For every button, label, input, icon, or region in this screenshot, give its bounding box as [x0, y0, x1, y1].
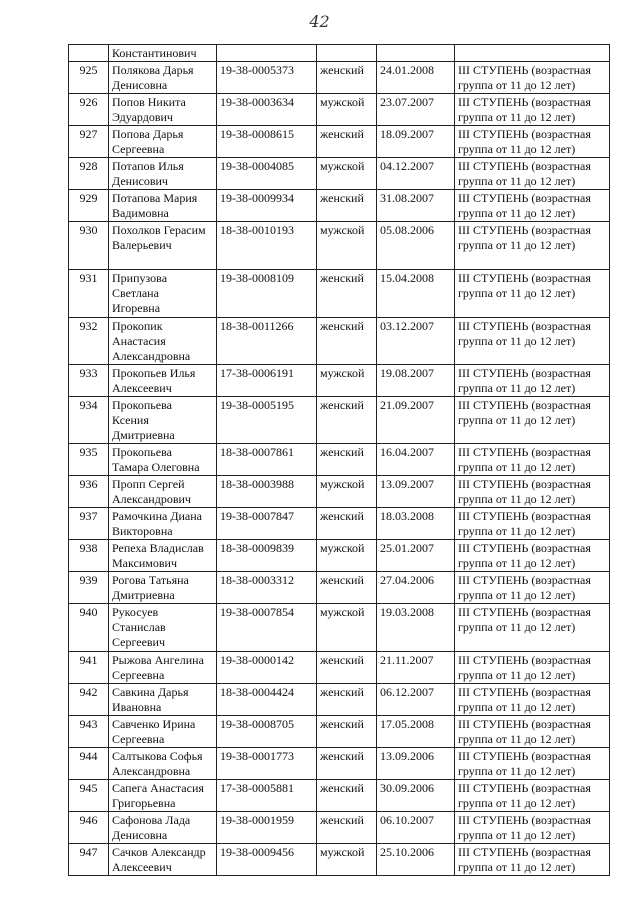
registry-body — [69, 45, 610, 876]
id-cell: 19-38-0008109 — [217, 270, 317, 318]
name-line: Савченко Ирина — [112, 717, 196, 731]
sex-cell: женский — [317, 748, 377, 780]
level-cell — [455, 190, 610, 222]
id-cell: 18-38-0011266 — [217, 318, 317, 365]
name-line: Эдуардович — [112, 110, 173, 124]
level-line: группа от 11 до 12 лет) — [458, 460, 576, 474]
level-line: группа от 11 до 12 лет) — [458, 78, 576, 92]
level-cell — [455, 844, 610, 876]
name-line: Полякова Дарья — [112, 63, 194, 77]
name-cell — [109, 540, 217, 572]
date-cell: 19.08.2007 — [377, 365, 455, 397]
level-line: группа от 11 до 12 лет) — [458, 334, 576, 348]
name-cell — [109, 716, 217, 748]
name-cell — [109, 158, 217, 190]
id-cell: 19-38-0008705 — [217, 716, 317, 748]
name-line: Репеха Владислав — [112, 541, 204, 555]
id-cell: 18-38-0010193 — [217, 222, 317, 270]
row-number-cell: 925 — [69, 62, 109, 94]
id-cell: 19-38-0008615 — [217, 126, 317, 158]
date-cell: 13.09.2006 — [377, 748, 455, 780]
sex-cell: женский — [317, 318, 377, 365]
level-line: III СТУПЕНЬ (возрастная — [458, 159, 591, 173]
name-line: Денисовна — [112, 78, 168, 92]
table-row — [69, 444, 610, 476]
sex-cell: мужской — [317, 365, 377, 397]
id-cell: 19-38-0007854 — [217, 604, 317, 652]
row-number-cell: 930 — [69, 222, 109, 270]
name-line: Савкина Дарья — [112, 685, 189, 699]
level-line: группа от 11 до 12 лет) — [458, 524, 576, 538]
name-line: Сачков Александр — [112, 845, 206, 859]
name-line: Попова Дарья — [112, 127, 184, 141]
date-cell: 18.03.2008 — [377, 508, 455, 540]
level-line: группа от 11 до 12 лет) — [458, 700, 576, 714]
name-line: Попов Никита — [112, 95, 186, 109]
date-cell: 18.09.2007 — [377, 126, 455, 158]
level-line: III СТУПЕНЬ (возрастная — [458, 319, 591, 333]
table-row — [69, 365, 610, 397]
level-line: III СТУПЕНЬ (возрастная — [458, 445, 591, 459]
name-cell — [109, 222, 217, 270]
id-cell: 19-38-0000142 — [217, 652, 317, 684]
level-cell — [455, 604, 610, 652]
sex-cell: женский — [317, 684, 377, 716]
level-cell — [455, 812, 610, 844]
name-line: Ксения — [112, 413, 149, 427]
row-number-cell: 935 — [69, 444, 109, 476]
date-cell: 15.04.2008 — [377, 270, 455, 318]
row-number-cell: 947 — [69, 844, 109, 876]
name-cell — [109, 94, 217, 126]
name-line: Максимович — [112, 556, 177, 570]
id-cell: 19-38-0003634 — [217, 94, 317, 126]
row-number-cell: 931 — [69, 270, 109, 318]
level-line: III СТУПЕНЬ (возрастная — [458, 653, 591, 667]
sex-cell: женский — [317, 397, 377, 444]
name-line: Григорьевна — [112, 796, 176, 810]
name-line: Александрович — [112, 492, 191, 506]
id-cell: 19-38-0007847 — [217, 508, 317, 540]
name-cell — [109, 748, 217, 780]
name-line: Денисовна — [112, 828, 168, 842]
date-cell: 25.01.2007 — [377, 540, 455, 572]
name-cell: Константинович — [109, 45, 217, 62]
level-cell — [455, 444, 610, 476]
level-line: III СТУПЕНЬ (возрастная — [458, 813, 591, 827]
sex-cell: мужской — [317, 844, 377, 876]
table-row — [69, 222, 610, 270]
sex-cell: женский — [317, 270, 377, 318]
name-line: Прокопьев Илья — [112, 366, 196, 380]
level-line: III СТУПЕНЬ (возрастная — [458, 573, 591, 587]
sex-cell: женский — [317, 652, 377, 684]
level-line: группа от 11 до 12 лет) — [458, 110, 576, 124]
date-cell — [377, 45, 455, 62]
date-cell: 27.04.2006 — [377, 572, 455, 604]
row-number-cell: 927 — [69, 126, 109, 158]
level-line: III СТУПЕНЬ (возрастная — [458, 541, 591, 555]
name-cell — [109, 652, 217, 684]
id-cell: 19-38-0004085 — [217, 158, 317, 190]
name-line: Сафонова Лада — [112, 813, 191, 827]
name-line: Потапова Мария — [112, 191, 198, 205]
sex-cell: мужской — [317, 222, 377, 270]
id-cell: 19-38-0001959 — [217, 812, 317, 844]
name-cell — [109, 190, 217, 222]
name-line: Игоревна — [112, 301, 161, 315]
table-row — [69, 62, 610, 94]
id-cell: 19-38-0009934 — [217, 190, 317, 222]
level-cell — [455, 222, 610, 270]
table-row — [69, 572, 610, 604]
level-line: III СТУПЕНЬ (возрастная — [458, 398, 591, 412]
id-cell: 19-38-0005195 — [217, 397, 317, 444]
name-line: Прокопьева — [112, 398, 172, 412]
sex-cell: мужской — [317, 540, 377, 572]
table-row — [69, 126, 610, 158]
level-cell — [455, 684, 610, 716]
level-cell — [455, 365, 610, 397]
row-number-cell: 934 — [69, 397, 109, 444]
table-row — [69, 270, 610, 318]
date-cell: 21.09.2007 — [377, 397, 455, 444]
page-number: 42 — [309, 12, 330, 31]
name-line: Прокопьева — [112, 445, 172, 459]
level-cell — [455, 158, 610, 190]
name-line: Сергеевна — [112, 668, 165, 682]
level-line: группа от 11 до 12 лет) — [458, 238, 576, 252]
level-cell — [455, 397, 610, 444]
name-line: Сергеевич — [112, 635, 166, 649]
level-line: группа от 11 до 12 лет) — [458, 142, 576, 156]
id-cell: 17-38-0005881 — [217, 780, 317, 812]
name-line: Анастасия — [112, 334, 166, 348]
level-line: группа от 11 до 12 лет) — [458, 668, 576, 682]
name-cell — [109, 780, 217, 812]
level-line: III СТУПЕНЬ (возрастная — [458, 749, 591, 763]
row-number-cell: 943 — [69, 716, 109, 748]
name-cell — [109, 365, 217, 397]
date-cell: 19.03.2008 — [377, 604, 455, 652]
table-row — [69, 190, 610, 222]
name-line: Пропп Сергей — [112, 477, 185, 491]
id-cell: 19-38-0005373 — [217, 62, 317, 94]
name-cell — [109, 508, 217, 540]
id-cell: 17-38-0006191 — [217, 365, 317, 397]
level-line: группа от 11 до 12 лет) — [458, 828, 576, 842]
level-line: группа от 11 до 12 лет) — [458, 286, 576, 300]
name-line: Александровна — [112, 764, 191, 778]
name-line: Викторовна — [112, 524, 173, 538]
sex-cell: мужской — [317, 476, 377, 508]
sex-cell: женский — [317, 572, 377, 604]
row-number-cell: 937 — [69, 508, 109, 540]
name-cell — [109, 318, 217, 365]
continuation-row — [69, 45, 610, 62]
row-number-cell: 928 — [69, 158, 109, 190]
row-number-cell: 946 — [69, 812, 109, 844]
level-cell — [455, 476, 610, 508]
name-line: Рогова Татьяна — [112, 573, 189, 587]
table-row — [69, 780, 610, 812]
table-row — [69, 158, 610, 190]
row-number-cell: 933 — [69, 365, 109, 397]
level-line: группа от 11 до 12 лет) — [458, 206, 576, 220]
level-cell — [455, 94, 610, 126]
date-cell: 04.12.2007 — [377, 158, 455, 190]
table-row — [69, 684, 610, 716]
level-line: III СТУПЕНЬ (возрастная — [458, 685, 591, 699]
row-number-cell: 945 — [69, 780, 109, 812]
level-line: группа от 11 до 12 лет) — [458, 764, 576, 778]
sex-cell: женский — [317, 780, 377, 812]
table-row — [69, 318, 610, 365]
level-line: III СТУПЕНЬ (возрастная — [458, 223, 591, 237]
level-line: III СТУПЕНЬ (возрастная — [458, 63, 591, 77]
date-cell: 06.12.2007 — [377, 684, 455, 716]
name-line: Рукосуев — [112, 605, 159, 619]
name-line: Денисович — [112, 174, 168, 188]
id-cell: 18-38-0003988 — [217, 476, 317, 508]
name-line: Тамара Олеговна — [112, 460, 200, 474]
level-cell — [455, 780, 610, 812]
table-row — [69, 540, 610, 572]
sex-cell: женский — [317, 62, 377, 94]
level-line: группа от 11 до 12 лет) — [458, 796, 576, 810]
id-cell: 18-38-0009839 — [217, 540, 317, 572]
id-cell — [217, 45, 317, 62]
name-cell — [109, 476, 217, 508]
row-number-cell: 932 — [69, 318, 109, 365]
name-line: Сапега Анастасия — [112, 781, 204, 795]
table-row — [69, 508, 610, 540]
name-line: Дмитриевна — [112, 588, 175, 602]
sex-cell: женский — [317, 812, 377, 844]
row-number-cell: 941 — [69, 652, 109, 684]
level-line: III СТУПЕНЬ (возрастная — [458, 271, 591, 285]
table-row — [69, 604, 610, 652]
sex-cell: женский — [317, 508, 377, 540]
level-line: группа от 11 до 12 лет) — [458, 556, 576, 570]
level-cell — [455, 572, 610, 604]
name-line: Светлана — [112, 286, 159, 300]
row-number-cell: 940 — [69, 604, 109, 652]
name-cell — [109, 397, 217, 444]
level-cell — [455, 62, 610, 94]
level-line: III СТУПЕНЬ (возрастная — [458, 477, 591, 491]
level-cell — [455, 318, 610, 365]
registry-table — [68, 44, 610, 876]
name-line: Рыжова Ангелина — [112, 653, 204, 667]
sex-cell: женский — [317, 126, 377, 158]
name-line: Припузова — [112, 271, 168, 285]
id-cell: 18-38-0003312 — [217, 572, 317, 604]
name-line: Ивановна — [112, 700, 162, 714]
date-cell: 13.09.2007 — [377, 476, 455, 508]
date-cell: 16.04.2007 — [377, 444, 455, 476]
sex-cell: мужской — [317, 158, 377, 190]
date-cell: 23.07.2007 — [377, 94, 455, 126]
level-line: III СТУПЕНЬ (возрастная — [458, 845, 591, 859]
id-cell: 18-38-0007861 — [217, 444, 317, 476]
id-cell: 19-38-0001773 — [217, 748, 317, 780]
date-cell: 24.01.2008 — [377, 62, 455, 94]
name-line: Салтыкова Софья — [112, 749, 203, 763]
name-cell — [109, 844, 217, 876]
name-line: Вадимовна — [112, 206, 169, 220]
level-cell — [455, 45, 610, 62]
table-row — [69, 476, 610, 508]
name-cell — [109, 684, 217, 716]
name-cell — [109, 572, 217, 604]
name-cell — [109, 62, 217, 94]
name-line: Валерьевич — [112, 238, 172, 252]
sex-cell: женский — [317, 716, 377, 748]
level-line: III СТУПЕНЬ (возрастная — [458, 366, 591, 380]
table-row — [69, 397, 610, 444]
date-cell: 03.12.2007 — [377, 318, 455, 365]
level-cell — [455, 652, 610, 684]
level-cell — [455, 716, 610, 748]
row-number-cell — [69, 45, 109, 62]
table-row — [69, 716, 610, 748]
name-line: Алексеевич — [112, 860, 172, 874]
name-line: Сергеевна — [112, 142, 165, 156]
sex-cell: мужской — [317, 604, 377, 652]
level-line: группа от 11 до 12 лет) — [458, 381, 576, 395]
date-cell: 30.09.2006 — [377, 780, 455, 812]
level-line: III СТУПЕНЬ (возрастная — [458, 191, 591, 205]
id-cell: 18-38-0004424 — [217, 684, 317, 716]
table-row — [69, 94, 610, 126]
name-cell — [109, 812, 217, 844]
name-line: Дмитриевна — [112, 428, 175, 442]
date-cell: 06.10.2007 — [377, 812, 455, 844]
level-line: III СТУПЕНЬ (возрастная — [458, 781, 591, 795]
sex-cell — [317, 45, 377, 62]
row-number-cell: 938 — [69, 540, 109, 572]
row-number-cell: 936 — [69, 476, 109, 508]
level-line: III СТУПЕНЬ (возрастная — [458, 509, 591, 523]
name-cell — [109, 604, 217, 652]
name-line: Алексеевич — [112, 381, 172, 395]
date-cell: 25.10.2006 — [377, 844, 455, 876]
name-line: Рамочкина Диана — [112, 509, 202, 523]
name-cell — [109, 126, 217, 158]
date-cell: 17.05.2008 — [377, 716, 455, 748]
sex-cell: мужской — [317, 94, 377, 126]
row-number-cell: 939 — [69, 572, 109, 604]
id-cell: 19-38-0009456 — [217, 844, 317, 876]
level-line: III СТУПЕНЬ (возрастная — [458, 127, 591, 141]
level-cell — [455, 126, 610, 158]
level-line: группа от 11 до 12 лет) — [458, 492, 576, 506]
level-cell — [455, 508, 610, 540]
table-row — [69, 844, 610, 876]
level-line: группа от 11 до 12 лет) — [458, 413, 576, 427]
level-cell — [455, 270, 610, 318]
level-line: группа от 11 до 12 лет) — [458, 174, 576, 188]
row-number-cell: 942 — [69, 684, 109, 716]
row-number-cell: 944 — [69, 748, 109, 780]
name-line: Станислав — [112, 620, 166, 634]
level-line: III СТУПЕНЬ (возрастная — [458, 95, 591, 109]
level-line: группа от 11 до 12 лет) — [458, 860, 576, 874]
date-cell: 05.08.2006 — [377, 222, 455, 270]
name-line: Похолков Герасим — [112, 223, 206, 237]
name-line: Сергеевна — [112, 732, 165, 746]
row-number-cell: 926 — [69, 94, 109, 126]
level-line: группа от 11 до 12 лет) — [458, 588, 576, 602]
sex-cell: женский — [317, 444, 377, 476]
row-number-cell: 929 — [69, 190, 109, 222]
sex-cell: женский — [317, 190, 377, 222]
name-line: Александровна — [112, 349, 191, 363]
level-line: III СТУПЕНЬ (возрастная — [458, 605, 591, 619]
level-cell — [455, 748, 610, 780]
date-cell: 31.08.2007 — [377, 190, 455, 222]
date-cell: 21.11.2007 — [377, 652, 455, 684]
level-cell — [455, 540, 610, 572]
name-cell — [109, 444, 217, 476]
name-cell — [109, 270, 217, 318]
table-row — [69, 812, 610, 844]
level-line: группа от 11 до 12 лет) — [458, 732, 576, 746]
level-line: группа от 11 до 12 лет) — [458, 620, 576, 634]
name-line: Потапов Илья — [112, 159, 184, 173]
table-row — [69, 748, 610, 780]
table-row — [69, 652, 610, 684]
name-line: Прокопик — [112, 319, 163, 333]
level-line: III СТУПЕНЬ (возрастная — [458, 717, 591, 731]
